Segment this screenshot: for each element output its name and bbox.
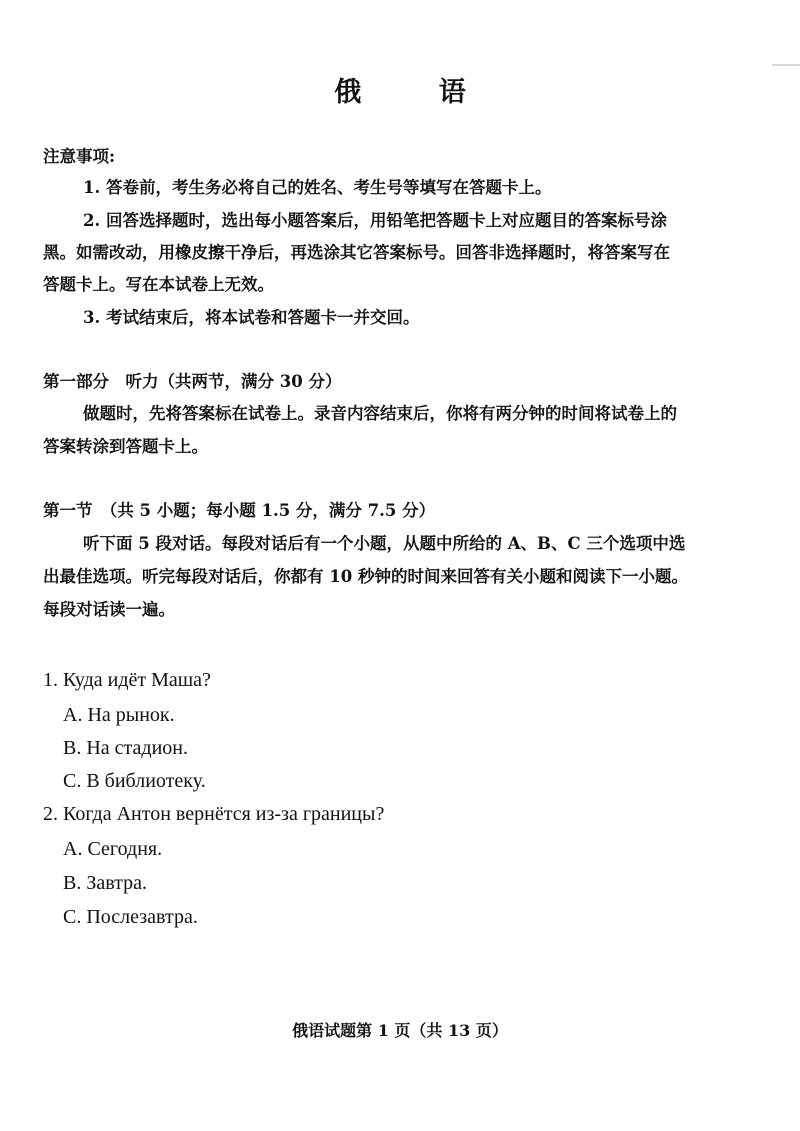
part1-desc-line-1: 做题时，先将答案标在试卷上。录音内容结束后，你将有两分钟的时间将试卷上的 xyxy=(83,404,677,423)
question-1-option-b: B. На стадион. xyxy=(63,737,188,759)
section1-desc-line-1: 听下面 5 段对话。每段对话后有一个小题，从题中所给的 A、B、C 三个选项中选 xyxy=(83,534,686,553)
section1-heading: 第一节 （共 5 小题；每小题 1.5 分，满分 7.5 分） xyxy=(43,501,436,520)
section1-desc-line-2: 出最佳选项。听完每段对话后，你都有 10 秒钟的时间来回答有关小题和阅读下一小题。 xyxy=(43,567,688,586)
question-1-option-c: C. В библиотеку. xyxy=(63,770,206,792)
page-footer: 俄语试题第 1 页（共 13 页） xyxy=(292,1021,508,1040)
part1-desc-line-2: 答案转涂到答题卡上。 xyxy=(43,437,208,456)
part1-heading: 第一部分 听力（共两节，满分 30 分） xyxy=(43,372,342,391)
notice-item-2-line-3: 答题卡上。写在本试卷上无效。 xyxy=(43,275,274,294)
question-1-text: 1. Куда идёт Маша? xyxy=(43,669,211,691)
notice-item-3: 3. 考试结束后，将本试卷和答题卡一并交回。 xyxy=(83,308,420,327)
question-2-option-b: B. Завтра. xyxy=(63,872,148,894)
question-1-option-a: A. На рынок. xyxy=(63,704,175,726)
question-2-text: 2. Когда Антон вернётся из-за границы? xyxy=(43,803,385,825)
page-title: 俄 语 xyxy=(334,77,500,108)
question-2-option-c: C. Послезавтра. xyxy=(63,906,198,928)
notice-item-2-line-1: 2. 回答选择题时，选出每小题答案后，用铅笔把答题卡上对应题目的答案标号涂 xyxy=(83,211,667,230)
notice-item-2-line-2: 黑。如需改动，用橡皮擦干净后，再选涂其它答案标号。回答非选择题时，将答案写在 xyxy=(43,243,670,262)
notice-item-1: 1. 答卷前，考生务必将自己的姓名、考生号等填写在答题卡上。 xyxy=(83,178,552,197)
notice-heading: 注意事项: xyxy=(43,147,116,166)
scan-edge-mark xyxy=(772,64,800,66)
question-2-option-a: A. Сегодня. xyxy=(63,838,163,860)
section1-desc-line-3: 每段对话读一遍。 xyxy=(43,600,175,619)
